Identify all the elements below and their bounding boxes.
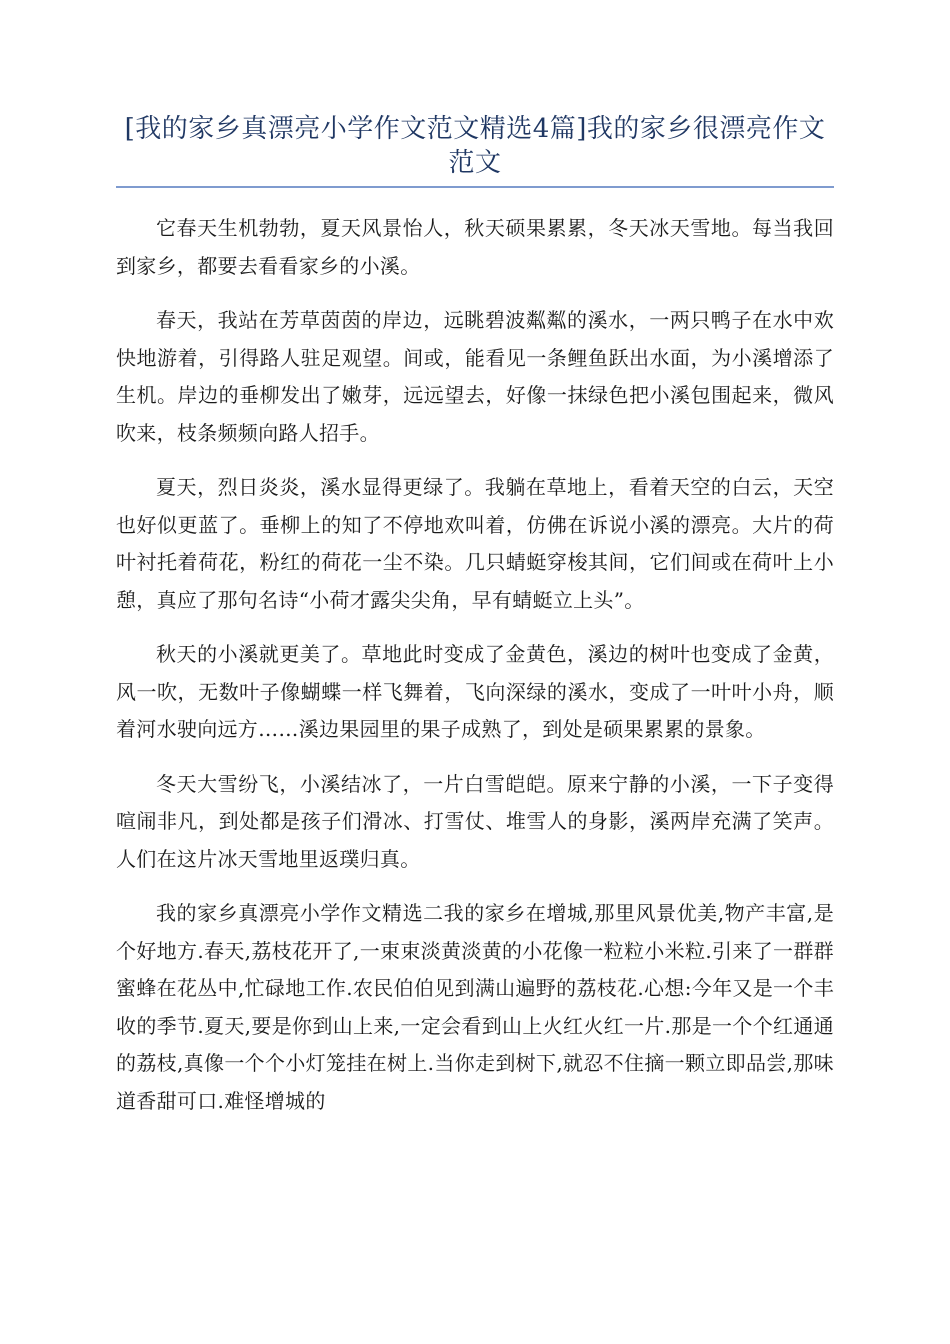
paragraph-6: 我的家乡真漂亮小学作文精选二我的家乡在增城,那里风景优美,物产丰富,是个好地方.春天,荔枝花开了,一束束淡黄淡黄的小花像一粒粒小米粒.引来了一群群蜜蜂在花丛中,忙碌地工作.农民伯伯见到满山遍野的荔枝花.心想:今年又是一个丰收的季节.夏天,要是你到山上来,一定会看到山上火红火红一片.那是一个个红通通的荔枝,真像一个个小灯笼挂在树上.当你走到树下,就忍不住摘一颗立即品尝,那味道香甜可口.难怪增城的 [116, 901, 834, 1113]
paragraph-4: 秋天的小溪就更美了。草地此时变成了金黄色，溪边的树叶也变成了金黄，风一吹，无数叶子像蝴蝶一样飞舞着，飞向深绿的溪水，变成了一叶叶小舟，顺着河水驶向远方……溪边果园里的果子成熟了，到处是硕果累累的景象。 [116, 642, 834, 741]
document-body [116, 210, 834, 1120]
paragraph-3: 夏天，烈日炎炎，溪水显得更绿了。我躺在草地上，看着天空的白云，天空也好似更蓝了。垂柳上的知了不停地欢叫着，仿佛在诉说小溪的漂亮。大片的荷叶衬托着荷花，粉红的荷花一尘不染。几只蜻蜓穿梭其间，它们间或在荷叶上小憩，真应了那句名诗“小荷才露尖尖角，早有蜻蜓立上头”。 [116, 475, 834, 612]
paragraph-5: 冬天大雪纷飞，小溪结冰了，一片白雪皑皑。原来宁静的小溪，一下子变得喧闹非凡，到处都是孩子们滑冰、打雪仗、堆雪人的身影，溪两岸充满了笑声。人们在这片冰天雪地里返璞归真。 [116, 771, 834, 871]
paragraph-1: 它春天生机勃勃，夏天风景怡人，秋天硕果累累，冬天冰天雪地。每当我回到家乡，都要去看看家乡的小溪。 [116, 216, 834, 278]
document-title: [我的家乡真漂亮小学作文范文精选4篇]我的家乡很漂亮作文范文 [116, 112, 834, 188]
paragraph-2: 春天，我站在芳草茵茵的岸边，远眺碧波粼粼的溪水，一两只鸭子在水中欢快地游着，引得路人驻足观望。间或，能看见一条鲤鱼跃出水面，为小溪增添了生机。岸边的垂柳发出了嫩芽，远远望去，好像一抹绿色把小溪包围起来，微风吹来，枝条频频向路人招手。 [116, 308, 834, 445]
